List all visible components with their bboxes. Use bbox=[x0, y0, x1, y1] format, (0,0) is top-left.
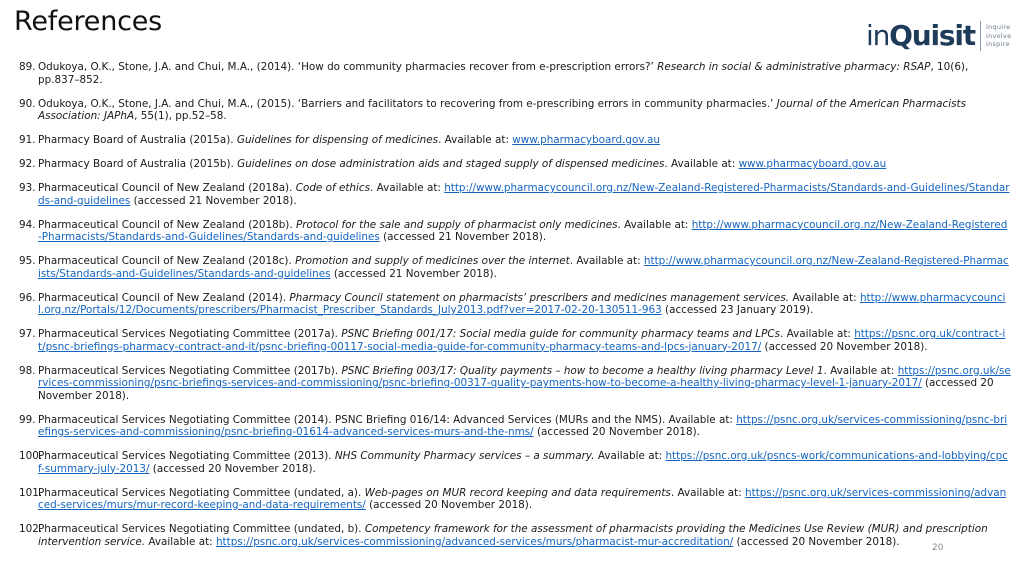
reference-item bbox=[19, 255, 1011, 280]
page-number: 20 bbox=[932, 543, 944, 553]
reference-title: PSNC Briefing 001/17: Social media guide for community pharmacy teams and LPCs bbox=[341, 328, 781, 340]
reference-item bbox=[19, 292, 1011, 317]
reference-title: Pharmacy Council statement on pharmacists’ prescribers and medicines management services. bbox=[289, 291, 790, 304]
reference-accessed: (accessed 20 November 2018). bbox=[761, 340, 928, 353]
reference-number: 98. bbox=[19, 364, 36, 377]
reference-item bbox=[19, 414, 1011, 439]
reference-text: Pharmaceutical Services Negotiating Committee (2013). bbox=[38, 450, 335, 462]
reference-text: Odukoya, O.K., Stone, J.A. and Chui, M.A., (2015). ‘Barriers and facilitators to recovering from e-prescribing errors in community pharmacies.’ bbox=[38, 97, 777, 110]
reference-number: 102. bbox=[19, 523, 43, 535]
reference-text: Available at: bbox=[594, 450, 666, 462]
reference-number: 91. bbox=[19, 134, 36, 146]
reference-link[interactable]: https://psnc.org.uk/services-commissioning/advanced-services/murs/pharmacist-mur-accreditation/ bbox=[215, 535, 734, 548]
reference-text: Odukoya, O.K., Stone, J.A. and Chui, M.A., (2014). ‘How do community pharmacies recover from e-prescription errors?’ bbox=[38, 61, 658, 73]
inquisit-logo bbox=[866, 21, 1011, 51]
reference-number: 94. bbox=[19, 218, 36, 231]
reference-text: , 55(1), pp.52–58. bbox=[134, 110, 227, 122]
reference-link[interactable]: http://www.pharmacycouncil.org.nz/New-Zealand-Registered-Pharmacists/Standards-and-Guidelines/Standards-and-guidelines bbox=[38, 255, 1009, 280]
reference-item bbox=[19, 219, 1011, 244]
reference-text: . Available at: bbox=[664, 158, 739, 170]
reference-link[interactable]: https://psnc.org.uk/services-commissioning/psnc-briefings-services-and-commissioning/psnc-briefing-00317-quality-payments-how-to-become-a-healthy-living-pharmacy-level-1-january-2017/ bbox=[38, 364, 1011, 389]
reference-link[interactable]: https://psnc.org.uk/psncs-work/communications-and-lobbying/cpcf-summary-july-2013/ bbox=[38, 450, 1008, 475]
reference-number: 99. bbox=[19, 413, 36, 426]
reference-title: Research in social & administrative pharmacy: RSAP bbox=[657, 61, 931, 73]
reference-text: Available at: bbox=[789, 291, 860, 304]
reference-number: 97. bbox=[19, 328, 36, 340]
reference-text: Pharmaceutical Services Negotiating Committee (undated, a). bbox=[38, 486, 365, 499]
reference-number: 96. bbox=[19, 291, 36, 304]
reference-item bbox=[19, 61, 1011, 86]
reference-text: Pharmaceutical Services Negotiating Committee (2014). PSNC Briefing 016/14: Advanced Services (MURs and the NMS). Available at: bbox=[38, 413, 737, 426]
reference-text: . Available at: bbox=[823, 364, 898, 377]
reference-link[interactable]: https://psnc.org.uk/contract-it/psnc-briefings-pharmacy-contract-and-it/psnc-briefing-00117-social-media-guide-for-community-pharmacy-teams-and-lpcs-january-2017/ bbox=[38, 328, 1006, 353]
reference-item bbox=[19, 328, 1011, 353]
reference-title: Competency framework for the assessment of pharmacists providing the Medicines Use Review (MUR) and prescription intervention service. bbox=[38, 523, 988, 548]
reference-text: Pharmaceutical Services Negotiating Committee (2017a). bbox=[38, 328, 342, 340]
reference-text: . Available at: bbox=[780, 328, 855, 340]
reference-text: Pharmaceutical Council of New Zealand (2014). bbox=[38, 291, 290, 304]
reference-title: PSNC Briefing 003/17: Quality payments – how to become a healthy living pharmacy Level 1 bbox=[341, 364, 824, 377]
reference-title: Web-pages on MUR record keeping and data requirements bbox=[364, 486, 671, 499]
reference-item bbox=[19, 450, 1011, 475]
reference-item bbox=[19, 523, 1011, 548]
reference-number: 95. bbox=[19, 255, 36, 267]
reference-number: 93. bbox=[19, 182, 36, 194]
reference-item bbox=[19, 134, 1011, 147]
reference-accessed: (accessed 21 November 2018). bbox=[130, 194, 297, 207]
reference-item bbox=[19, 182, 1011, 207]
reference-number: 101. bbox=[19, 486, 43, 499]
reference-link[interactable]: https://psnc.org.uk/services-commissioning/advanced-services/murs/mur-record-keeping-and-data-requirements/ bbox=[38, 486, 1007, 511]
reference-accessed: (accessed 20 November 2018). bbox=[38, 377, 994, 402]
reference-item bbox=[19, 158, 1011, 171]
logo-divider bbox=[980, 21, 981, 51]
reference-link[interactable]: http://www.pharmacycouncil.org.nz/New-Zealand-Registered-Pharmacists/Standards-and-Guidelines/Standards-and-guidelines bbox=[38, 182, 1010, 207]
reference-title: Guidelines for dispensing of medicines bbox=[236, 134, 439, 146]
reference-link[interactable]: https://psnc.org.uk/services-commissioning/psnc-briefings-services-and-commissioning/psnc-briefing-01614-advanced-services-murs-and-the-nms/ bbox=[38, 413, 1008, 438]
reference-number: 100. bbox=[19, 450, 43, 462]
reference-accessed: (accessed 21 November 2018). bbox=[330, 267, 497, 280]
reference-item bbox=[19, 365, 1011, 403]
reference-title: Code of ethics bbox=[295, 182, 371, 194]
reference-text: Pharmaceutical Council of New Zealand (2018b). bbox=[38, 218, 296, 231]
reference-number: 90. bbox=[19, 97, 36, 110]
reference-title: Protocol for the sale and supply of pharmacist only medicines bbox=[295, 218, 618, 231]
reference-number: 89. bbox=[19, 61, 36, 73]
logo-tagline: inquire involve inspire bbox=[985, 23, 1012, 49]
reference-text: Pharmacy Board of Australia (2015a). bbox=[38, 134, 237, 146]
reference-text: Pharmacy Board of Australia (2015b). bbox=[38, 158, 238, 170]
reference-text: . Available at: bbox=[670, 486, 746, 499]
reference-item bbox=[19, 487, 1011, 512]
reference-title: NHS Community Pharmacy services – a summary. bbox=[334, 450, 595, 462]
reference-item bbox=[19, 98, 1011, 123]
reference-link[interactable]: www.pharmacyboard.gov.au bbox=[512, 134, 660, 146]
reference-text: Pharmaceutical Council of New Zealand (2018c). bbox=[38, 255, 296, 267]
reference-title: Journal of the American Pharmacists Association: JAPhA bbox=[38, 97, 966, 122]
reference-accessed: (accessed 20 November 2018). bbox=[533, 426, 700, 438]
reference-text: . Available at: bbox=[617, 218, 692, 231]
reference-list bbox=[19, 61, 1011, 560]
reference-accessed: (accessed 20 November 2018). bbox=[733, 535, 900, 548]
reference-text: . Available at: bbox=[438, 134, 513, 146]
reference-text: Pharmaceutical Services Negotiating Committee (undated, b). bbox=[38, 523, 365, 535]
reference-text: Pharmaceutical Council of New Zealand (2018a). bbox=[38, 182, 296, 194]
reference-text: Available at: bbox=[145, 535, 216, 548]
reference-text: Pharmaceutical Services Negotiating Committee (2017b). bbox=[38, 364, 342, 377]
reference-accessed: (accessed 21 November 2018). bbox=[379, 231, 547, 243]
reference-text: , 10(6), pp.837–852. bbox=[38, 61, 969, 86]
reference-accessed: (accessed 20 November 2018). bbox=[365, 499, 533, 511]
reference-link[interactable]: http://www.pharmacycouncil.org.nz/Portals/12/Documents/prescribers/Pharmacist_Prescriber_Standards_July2013.pdf?ver=2017-02-20-130511-963 bbox=[38, 291, 1006, 316]
reference-title: Guidelines on dose administration aids and staged supply of dispensed medicines bbox=[237, 158, 665, 170]
reference-link[interactable]: www.pharmacyboard.gov.au bbox=[738, 158, 887, 170]
reference-number: 92. bbox=[19, 158, 36, 170]
reference-link[interactable]: http://www.pharmacycouncil.org.nz/New-Zealand-Registered-Pharmacists/Standards-and-Guidelines/Standards-and-guidelines bbox=[38, 218, 1008, 243]
reference-accessed: (accessed 20 November 2018). bbox=[149, 462, 316, 475]
reference-title: Promotion and supply of medicines over the internet bbox=[295, 255, 570, 267]
reference-text: . Available at: bbox=[569, 255, 644, 267]
logo-wordmark: inQuisit bbox=[866, 19, 975, 52]
page-title: References bbox=[14, 6, 163, 37]
reference-accessed: (accessed 23 January 2019). bbox=[661, 304, 814, 316]
reference-text: . Available at: bbox=[370, 182, 445, 194]
